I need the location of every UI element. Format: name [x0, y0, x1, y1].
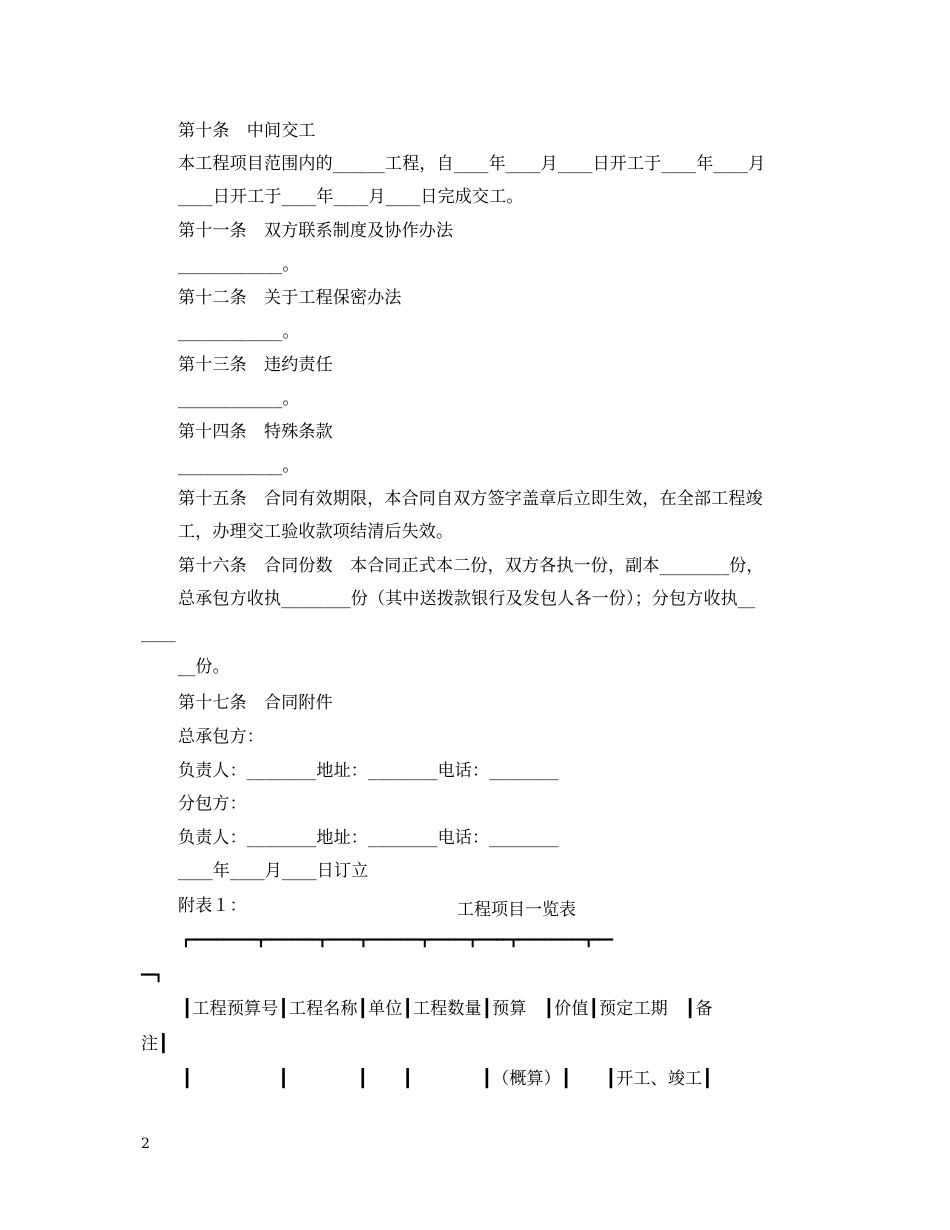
- table-subheader-row: ┃ ┃ ┃ ┃ ┃（概算）┃ ┃开工、竣工┃: [182, 1069, 713, 1089]
- table-top-border-wrap: ━━┓: [141, 968, 162, 983]
- general-contractor-contact: 负责人：________地址：________电话：________: [178, 761, 559, 781]
- signing-date: ____年____月____日订立: [178, 861, 369, 881]
- article-14-blank: ____________。: [178, 456, 300, 476]
- page-number: 2: [141, 1136, 150, 1152]
- article-13-blank: ____________。: [178, 389, 300, 409]
- article-11-blank: ____________。: [178, 255, 300, 275]
- table-title: 工程项目一览表: [457, 900, 576, 920]
- table-header-row-wrap: 注┃: [141, 1034, 169, 1054]
- table-top-border: ┏━━━━━━━━━━┳━━━━━━━━┳━━━━━┳━━━━━━━━┳━━━━━━┳━━━━━┳━━━━━━━━━━┳━━━: [182, 933, 613, 948]
- article-10-body-line-1: 本工程项目范围内的______工程，自____年____月____日开工于____年____月: [178, 154, 766, 174]
- article-12-blank: ____________。: [178, 322, 300, 342]
- article-14-heading: 第十四条 特殊条款: [178, 422, 333, 442]
- article-15-line-2: 工，办理交工验收款项结清后失效。: [178, 522, 454, 542]
- article-12-heading: 第十二条 关于工程保密办法: [178, 288, 402, 308]
- article-17-heading: 第十七条 合同附件: [178, 693, 333, 713]
- article-16-line-1: 第十六条 合同份数 本合同正式本二份，双方各执一份，副本________份，: [178, 556, 764, 576]
- article-16-line-2: 总承包方收执________份（其中送拨款银行及发包人各一份）；分包方收执__: [178, 589, 756, 609]
- table-header-row: ┃工程预算号┃工程名称┃单位┃工程数量┃预算 ┃价值┃预定工期 ┃备: [182, 999, 713, 1019]
- article-10-heading: 第十条 中间交工: [178, 121, 316, 141]
- article-16-line-3: ____: [141, 623, 176, 643]
- subcontractor-contact: 负责人：________地址：________电话：________: [178, 828, 559, 848]
- subcontractor-label: 分包方：: [178, 794, 247, 814]
- article-16-line-4: __份。: [178, 657, 230, 677]
- article-15-line-1: 第十五条 合同有效期限，本合同自双方签字盖章后立即生效，在全部工程竣: [178, 489, 763, 509]
- article-10-body-line-2: ____日开工于____年____月____日完成交工。: [178, 187, 524, 207]
- general-contractor-label: 总承包方：: [178, 727, 264, 747]
- article-13-heading: 第十三条 违约责任: [178, 355, 333, 375]
- appendix-label: 附表１：: [178, 896, 247, 916]
- article-11-heading: 第十一条 双方联系制度及协作办法: [178, 221, 454, 241]
